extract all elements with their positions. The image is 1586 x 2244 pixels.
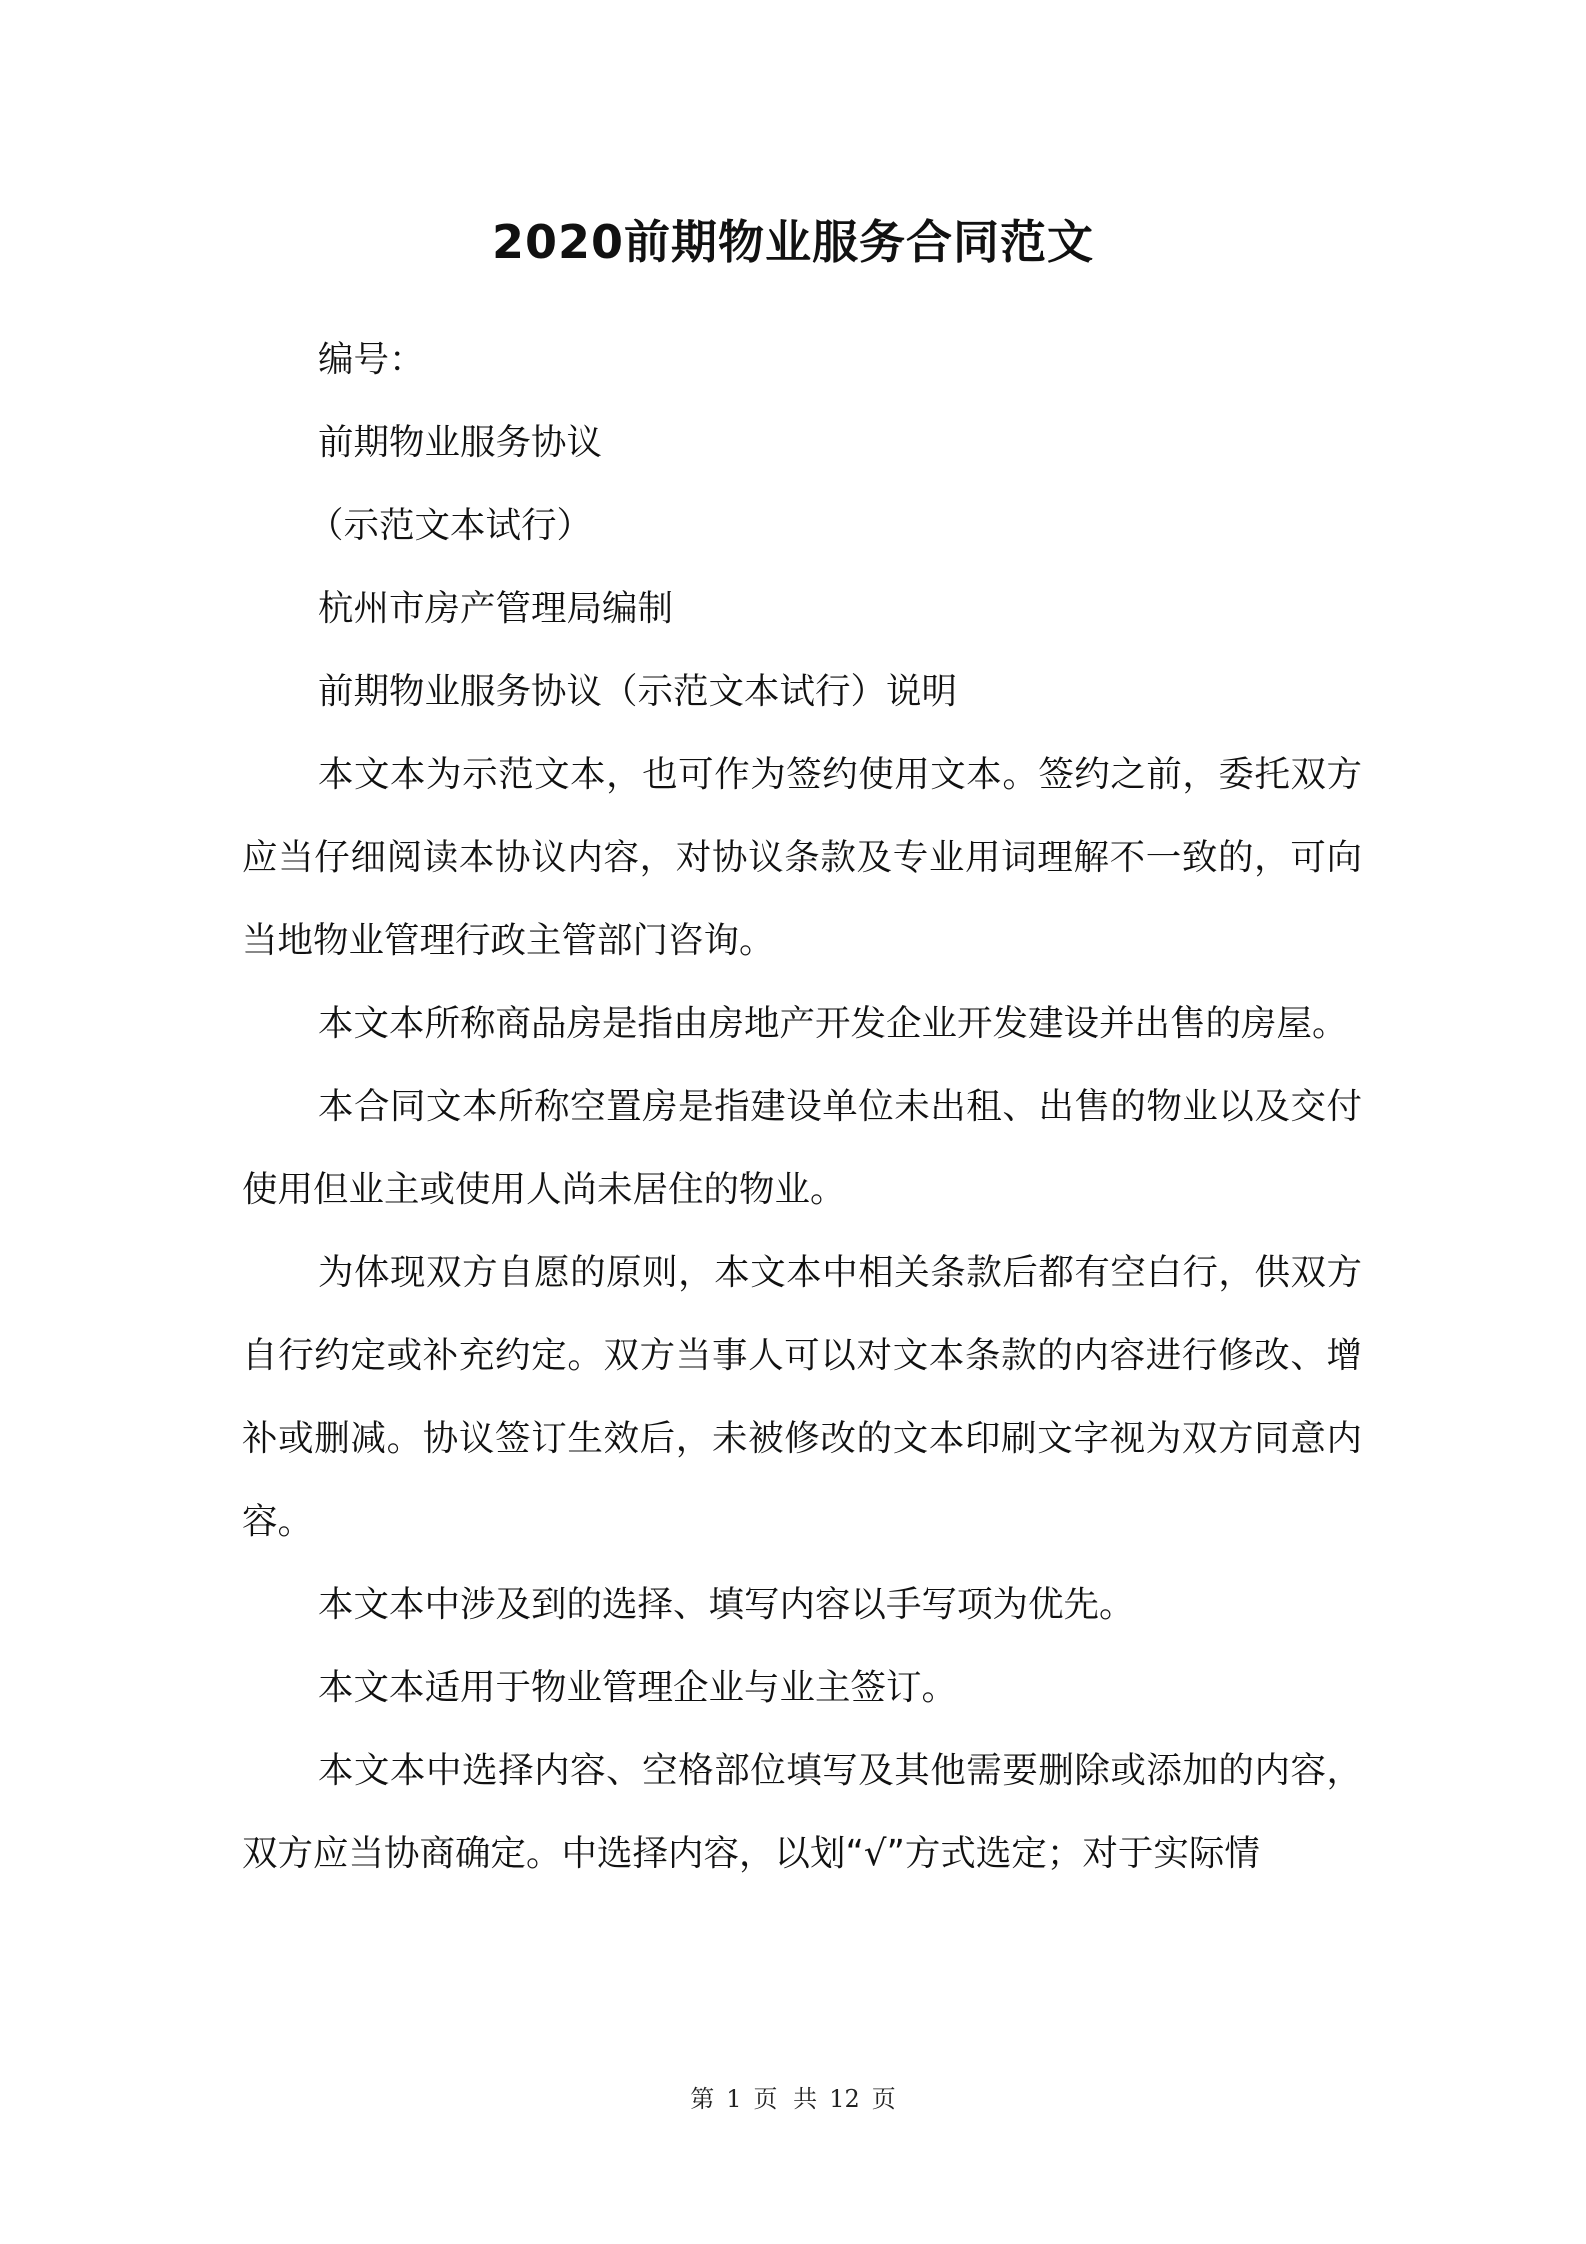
paragraph-number-label: 编号：: [318, 339, 425, 380]
paragraph-vacant-housing: 本合同文本所称空置房是指建设单位未出租、出售的物业以及交付使用但业主或使用人尚未居住的物业。: [242, 1086, 1362, 1210]
page-footer: [0, 2084, 1586, 2114]
footer-total-pages: 12: [829, 2085, 860, 2113]
document-body: [242, 318, 1362, 1895]
paragraph-selection-content: 本文本中选择内容、空格部位填写及其他需要删除或添加的内容，双方应当协商确定。中选择内容，以划“√”方式选定；对于实际情: [242, 1750, 1362, 1874]
paragraph-explanation-heading: 前期物业服务协议（示范文本试行）说明: [318, 671, 958, 712]
footer-mid: 页 共: [753, 2085, 818, 2113]
paragraph-voluntary-principle: 为体现双方自愿的原则，本文本中相关条款后都有空白行，供双方自行约定或补充约定。双方当事人可以对文本条款的内容进行修改、增补或删减。协议签订生效后，未被修改的文本印刷文字视为双方同意内容。: [242, 1252, 1362, 1542]
document-title: 2020前期物业服务合同范文: [491, 215, 1095, 269]
paragraph-editor: 杭州市房产管理局编制: [318, 588, 674, 629]
paragraph-model-text: 本文本为示范文本，也可作为签约使用文本。签约之前，委托双方应当仔细阅读本协议内容，对协议条款及专业用词理解不一致的，可向当地物业管理行政主管部门咨询。: [242, 754, 1362, 961]
footer-current-page: 1: [726, 2085, 742, 2113]
paragraph-applicability: 本文本适用于物业管理企业与业主签订。: [318, 1667, 958, 1708]
paragraph-handwritten-priority: 本文本中涉及到的选择、填写内容以手写项为优先。: [318, 1584, 1135, 1625]
paragraph-trial-text: （示范文本试行）: [308, 505, 593, 546]
paragraph-agreement-name: 前期物业服务协议: [318, 422, 603, 463]
paragraph-commercial-housing: 本文本所称商品房是指由房地产开发企业开发建设并出售的房屋。: [318, 1003, 1348, 1044]
footer-prefix: 第: [690, 2085, 715, 2113]
footer-suffix: 页: [871, 2085, 896, 2113]
